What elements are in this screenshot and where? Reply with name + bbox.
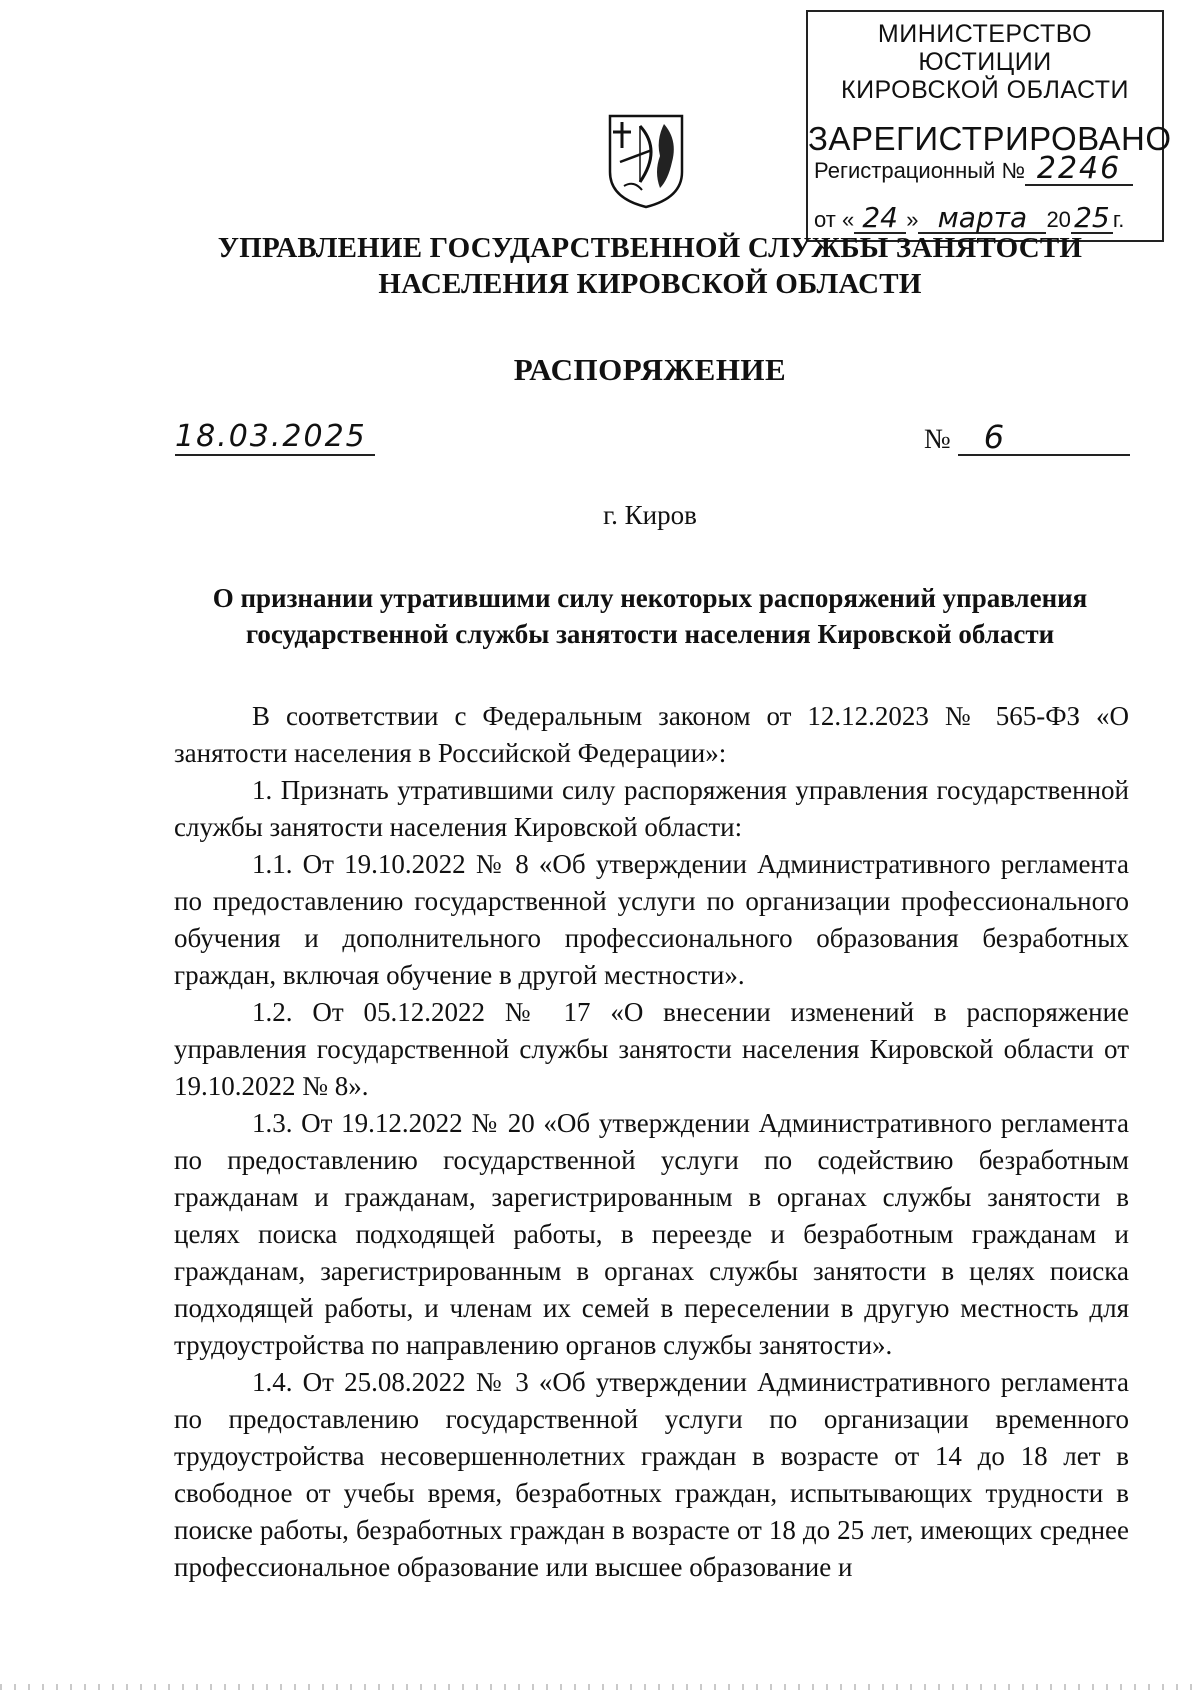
stamp-date-day: 24 — [854, 204, 906, 234]
paragraph-1-2: 1.2. От 05.12.2022 № 17 «О внесении изменений в распоряжение управления государственной службы занятости населения Кировской области от 19.10.2022 № 8». — [174, 997, 1129, 1101]
paragraph-1: 1. Признать утратившими силу распоряжения управления государственной службы занятости населения Кировской области: — [174, 775, 1129, 842]
stamp-reg-number: 2246 — [1025, 154, 1133, 186]
stamp-org — [808, 20, 1162, 104]
order-date: 18.03.2025 — [175, 420, 375, 456]
order-number-row — [924, 420, 1130, 457]
stamp-date-month: марта — [918, 204, 1046, 234]
stamp-date-suffix: г. — [1112, 207, 1125, 232]
stamp-org-line1: МИНИСТЕРСТВО ЮСТИЦИИ — [877, 20, 1093, 76]
paragraph-1-3: 1.3. От 19.12.2022 № 20 «Об утверждении Административного регламента по предоставлению государственной услуги по содействию безработным гражданам и гражданам, зарегистрированным в органах службы занятости в целях поиска подходящей работы, в переезде и безработным гражданам и гражданам, зарегистрированным в органах службы занятости в целях поиска подходящей работы, и членам их семей в переселении в другую местность для трудоустройства по направлению органов службы занятости». — [174, 1108, 1129, 1360]
stamp-date-mid: » — [906, 207, 919, 232]
org-heading-line2: НАСЕЛЕНИЯ КИРОВСКОЙ ОБЛАСТИ — [378, 268, 922, 300]
stamp-date-prefix: от « — [814, 207, 855, 232]
stamp-reg-label: Регистрационный № — [814, 158, 1026, 183]
city: г. Киров — [603, 500, 697, 530]
stamp-reg-number-row — [814, 151, 1133, 186]
kirov-coat-of-arms-icon — [606, 110, 686, 210]
stamp-registered: ЗАРЕГИСТРИРОВАНО — [808, 120, 1172, 157]
paragraph-intro: В соответствии с Федеральным законом от 12.12.2023 № 565-ФЗ «О занятости населения в Российской Федерации»: — [174, 701, 1129, 768]
registration-stamp — [806, 10, 1172, 242]
org-heading-line1: УПРАВЛЕНИЕ ГОСУДАРСТВЕННОЙ СЛУЖБЫ ЗАНЯТОСТИ — [217, 232, 1083, 264]
document-body — [174, 698, 1129, 1586]
paragraph-1-4: 1.4. От 25.08.2022 № 3 «Об утверждении Административного регламента по предоставлению государственной услуги по организации временного трудоустройства несовершеннолетних граждан в возрасте от 14 до 18 лет в свободное от учебы время, безработных граждан, испытывающих трудности в поиске работы, безработных граждан в возрасте от 18 до 25 лет, имеющих среднее профессиональное образование или высшее образование и — [174, 1367, 1129, 1582]
order-number-label: № — [924, 424, 951, 455]
document-title — [160, 580, 1140, 652]
paragraph-1-1: 1.1. От 19.10.2022 № 8 «Об утверждении Административного регламента по предоставлению государственной услуги по организации профессионального обучения и дополнительного профессионального образования безработных граждан, включая обучение в другой местности». — [174, 849, 1129, 990]
org-heading — [120, 230, 1180, 302]
document-title-line1: О признании утратившими силу некоторых распоряжений управления — [212, 583, 1088, 613]
stamp-date-year: 25 — [1071, 204, 1113, 234]
stamp-org-line2: КИРОВСКОЙ ОБЛАСТИ — [841, 76, 1129, 104]
scan-edge-noise — [0, 1684, 1200, 1690]
order-number: 6 — [958, 420, 1130, 456]
doc-type: РАСПОРЯЖЕНИЕ — [513, 352, 787, 387]
document-title-line2: государственной службы занятости населения Кировской области — [245, 619, 1055, 649]
stamp-date-year-prefix: 20 — [1046, 207, 1071, 232]
